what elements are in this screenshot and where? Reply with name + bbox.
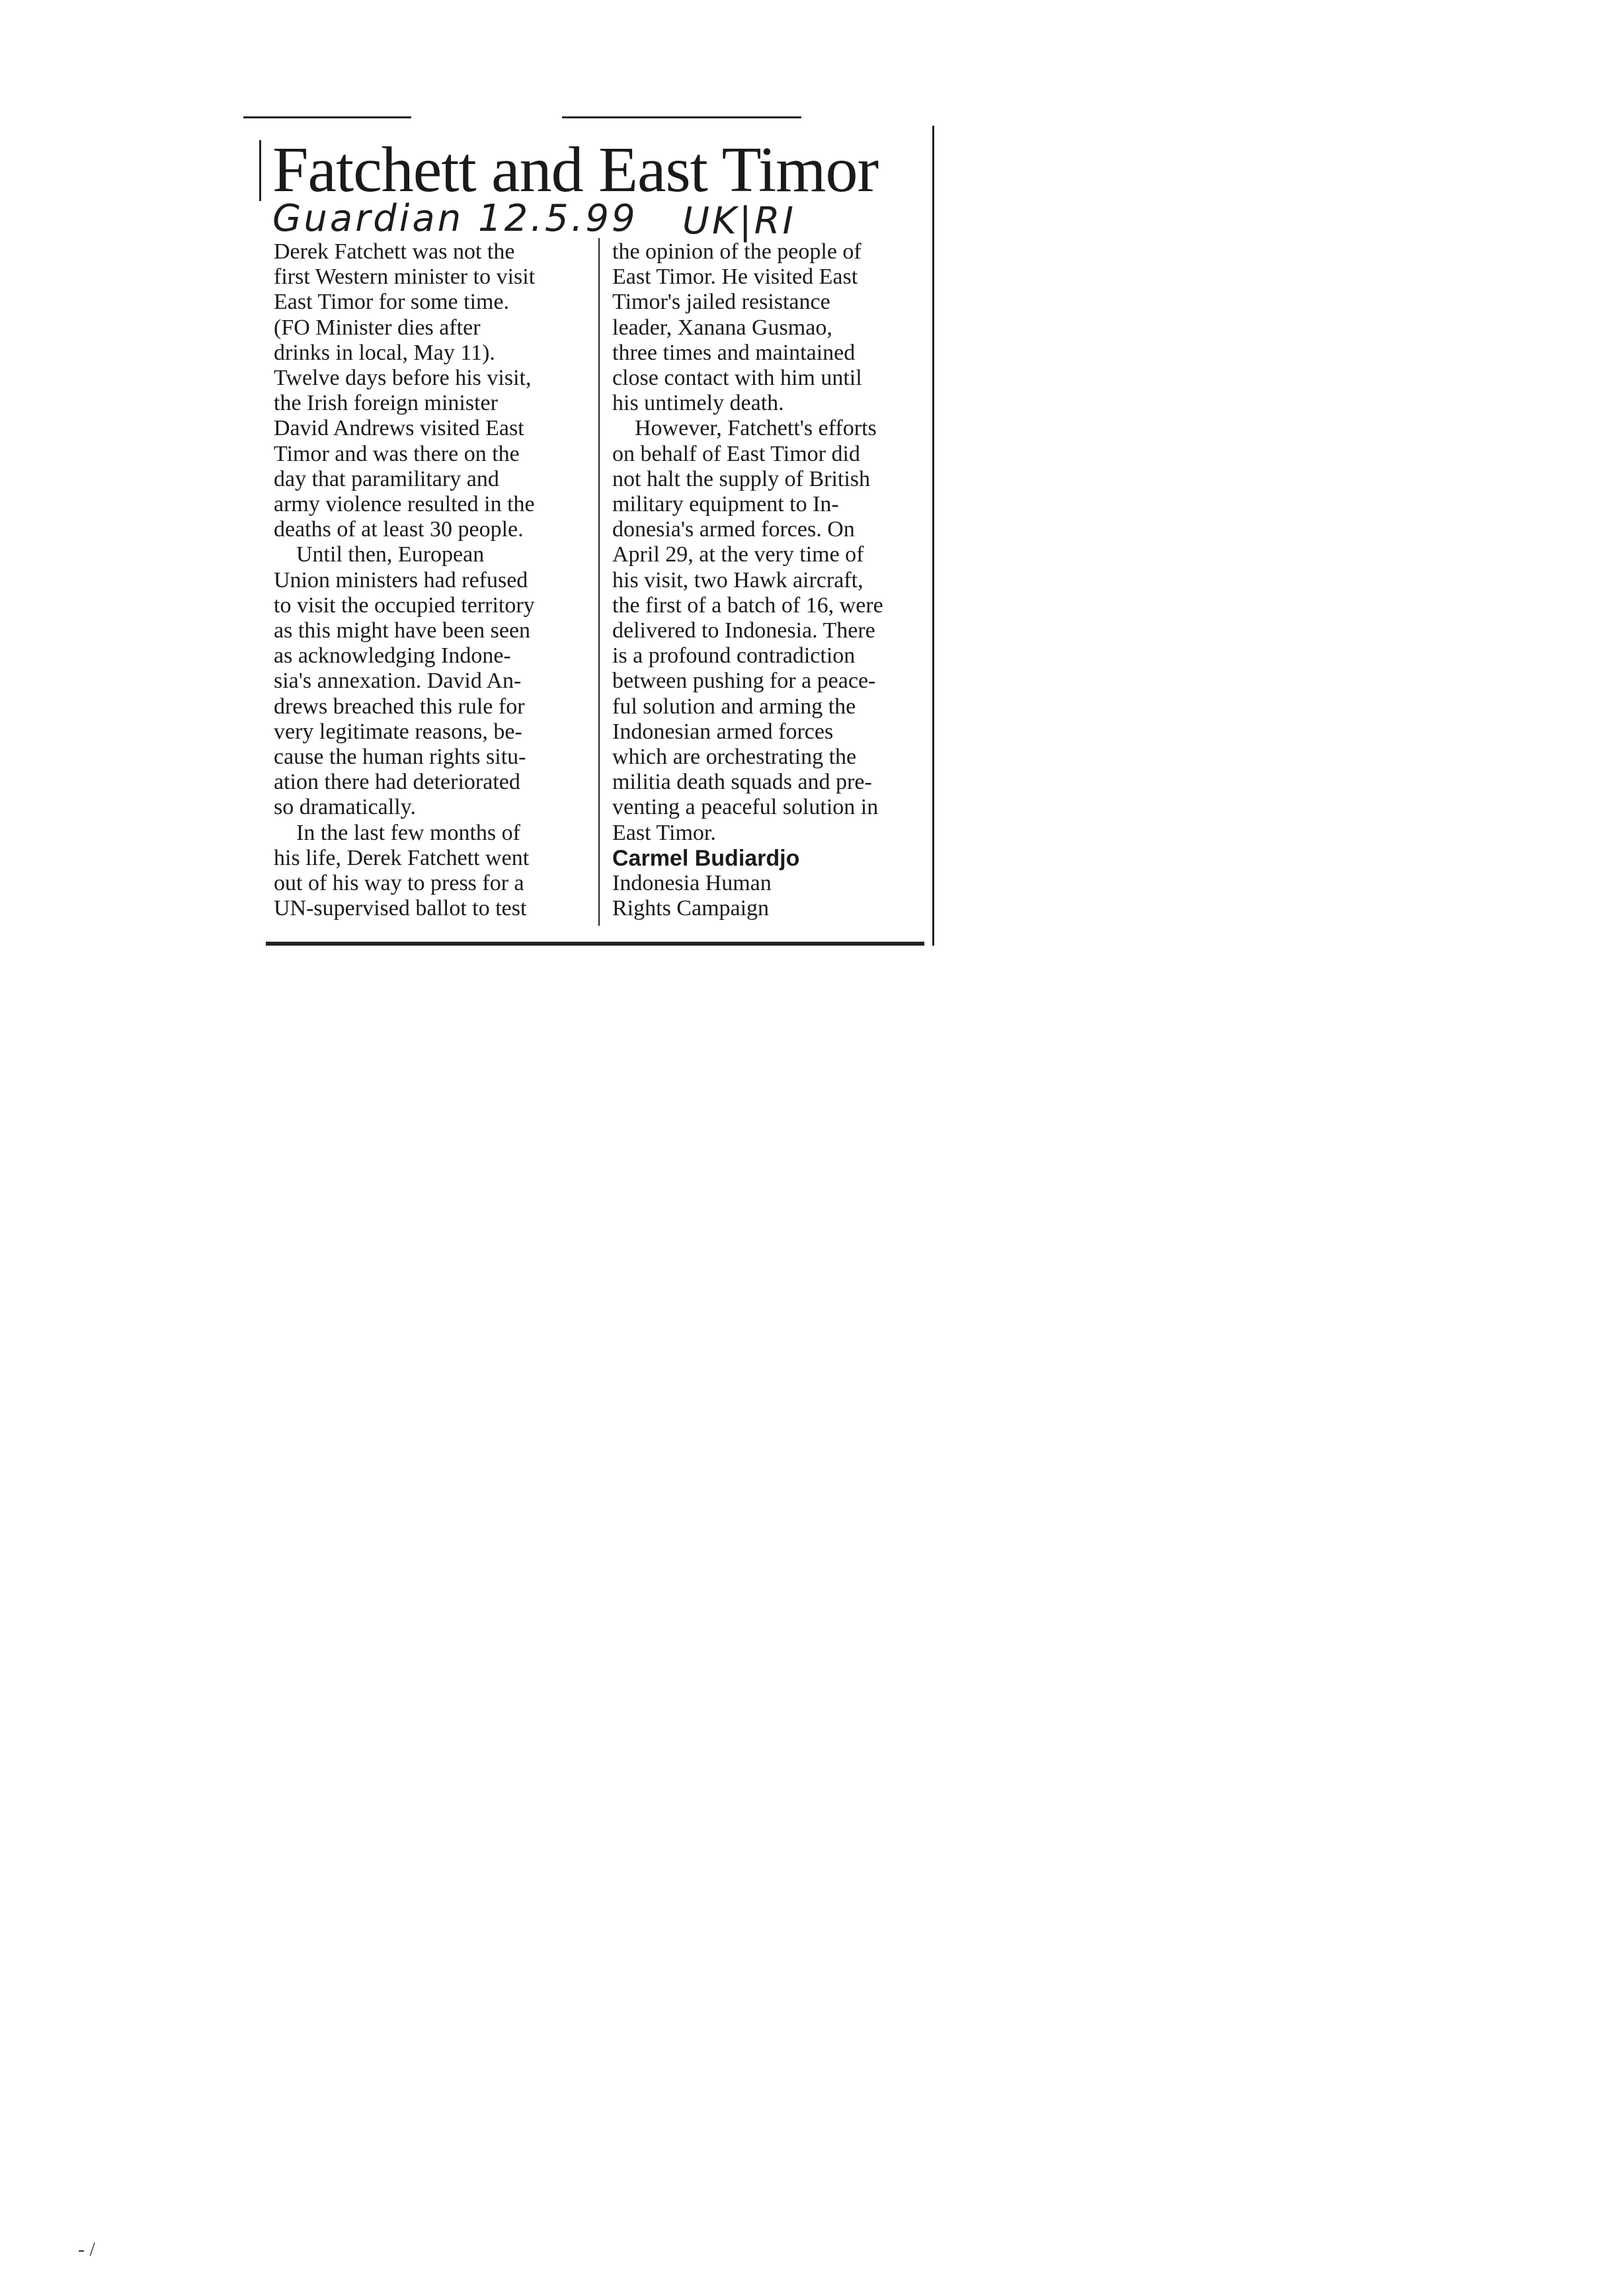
text-line: not halt the supply of British xyxy=(612,466,871,491)
text-line: Derek Fatchett was not the xyxy=(274,239,515,264)
text-line: East Timor. He visited East xyxy=(612,265,858,290)
stray-scan-marks: - / xyxy=(78,2238,95,2260)
text-line: ation there had deteriorated xyxy=(274,770,520,795)
text-line: out of his way to press for a xyxy=(274,871,524,896)
text-line: so dramatically. xyxy=(274,795,416,820)
text-line: East Timor for some time. xyxy=(274,290,510,315)
text-line: Twelve days before his visit, xyxy=(274,366,532,391)
text-line: militia death squads and pre- xyxy=(612,770,872,795)
text-line: on behalf of East Timor did xyxy=(612,441,860,466)
text-line: drews breached this rule for xyxy=(274,694,525,719)
bottom-rule xyxy=(266,942,924,946)
text-line: first Western minister to visit xyxy=(274,265,536,290)
column-left-lines xyxy=(274,239,584,921)
text-line: cause the human rights situ- xyxy=(274,745,526,770)
text-line: venting a peaceful solution in xyxy=(612,795,879,820)
article-column-left xyxy=(274,239,584,921)
text-line: day that paramilitary and xyxy=(274,466,499,491)
text-line: very legitimate reasons, be- xyxy=(274,719,522,744)
text-line: donesia's armed forces. On xyxy=(612,517,855,542)
signature-affiliation-line2: Rights Campaign xyxy=(612,896,770,921)
text-line: military equipment to In- xyxy=(612,492,839,517)
headline: Fatchett and East Timor xyxy=(272,134,879,206)
text-line: delivered to Indonesia. There xyxy=(612,618,875,643)
text-line: deaths of at least 30 people. xyxy=(274,517,524,542)
text-line: leader, Xanana Gusmao, xyxy=(612,315,832,340)
text-line: army violence resulted in the xyxy=(274,492,535,517)
text-line: close contact with him until xyxy=(612,366,862,391)
text-line: UN-supervised ballot to test xyxy=(274,896,527,921)
text-line: the first of a batch of 16, were xyxy=(612,593,883,618)
text-line: ful solution and arming the xyxy=(612,694,856,719)
text-line: as acknowledging Indone- xyxy=(274,643,511,669)
text-line: East Timor. xyxy=(612,820,716,845)
text-line: the opinion of the people of xyxy=(612,239,862,264)
text-line: to visit the occupied territory xyxy=(274,593,535,618)
handwritten-code-annotation: UK|RI xyxy=(682,200,797,243)
text-line: which are orchestrating the xyxy=(612,745,857,770)
text-line: Until then, European xyxy=(296,542,485,567)
text-line: between pushing for a peace- xyxy=(612,669,876,694)
left-border-rule xyxy=(259,140,261,201)
text-line: his visit, two Hawk aircraft, xyxy=(612,567,864,593)
text-line: three times and maintained xyxy=(612,340,856,365)
top-rule-right xyxy=(562,116,801,118)
text-line: his life, Derek Fatchett went xyxy=(274,845,530,870)
text-line: In the last few months of xyxy=(296,820,520,845)
text-line: Union ministers had refused xyxy=(274,567,528,593)
text-line: Timor and was there on the xyxy=(274,441,520,466)
top-rule-left xyxy=(243,116,411,118)
text-line: as this might have been seen xyxy=(274,618,531,643)
text-line: However, Fatchett's efforts xyxy=(635,416,877,441)
text-line: David Andrews visited East xyxy=(274,416,524,441)
text-line: is a profound contradiction xyxy=(612,643,856,669)
text-line: the Irish foreign minister xyxy=(274,391,498,416)
text-line: drinks in local, May 11). xyxy=(274,340,495,365)
text-line: (FO Minister dies after xyxy=(274,315,481,340)
signature-name: Carmel Budiardjo xyxy=(612,845,800,871)
text-line: sia's annexation. David An- xyxy=(274,669,522,694)
text-line: Indonesian armed forces xyxy=(612,719,834,744)
article-column-right xyxy=(612,239,923,921)
signature-affiliation-line1: Indonesia Human xyxy=(612,871,772,896)
right-border-rule xyxy=(932,126,934,946)
text-line: April 29, at the very time of xyxy=(612,542,864,567)
text-line: his untimely death. xyxy=(612,391,784,416)
column-divider-rule xyxy=(598,238,600,926)
handwritten-source-annotation: Guardian 12.5.99 xyxy=(272,197,638,240)
text-line: Timor's jailed resistance xyxy=(612,290,830,315)
column-right-lines xyxy=(612,239,923,846)
